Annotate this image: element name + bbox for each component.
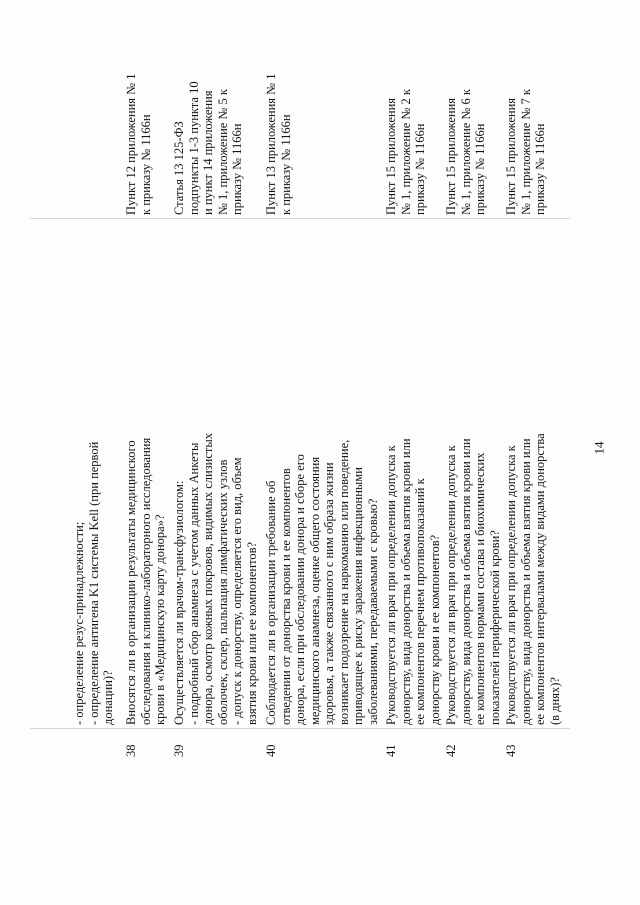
text-line: к приказу № 1166н	[138, 114, 153, 215]
column-divider	[30, 728, 570, 729]
text-line: Пункт 12 приложения № 1	[124, 73, 138, 215]
row-basis	[444, 45, 488, 215]
text-line: донорству, вида донорства и объема взятия крови или	[518, 438, 533, 725]
text-line: оболочек, склер, пальпация лимфатических узлов	[215, 459, 230, 725]
text-line: Руководствуется ли врач при определении допуска к	[504, 445, 518, 725]
text-line: ее компонентов нормами состава и биохимических	[473, 452, 487, 725]
text-line: - определение антигена K1 системы Kell (при первой	[86, 441, 101, 725]
row-question	[504, 335, 562, 725]
text-line: показателей периферической крови?	[487, 530, 502, 725]
text-line: донации)?	[101, 670, 115, 725]
row-number: 43	[504, 744, 518, 757]
text-line: подпункты 1-3 пункта 10	[186, 81, 201, 215]
row-basis	[172, 45, 245, 215]
text-line: Осуществляется ли врачом-трансфузиологом:	[172, 480, 186, 725]
text-line: - определение резус-принадлежности;	[72, 521, 86, 725]
text-line: и пункт 14 приложения	[201, 90, 215, 215]
text-line: заболеваниями, передаваемыми с кровью?	[365, 498, 380, 725]
row-number: 38	[124, 744, 138, 757]
text-line: № 1, приложение № 2 к	[398, 89, 413, 215]
text-line: донорству, вида донорства и объема взятия крови или	[458, 438, 473, 725]
text-line: к приказу № 1166н	[278, 114, 293, 215]
text-line: донора, осмотр кожных покровов, видимых слизистых	[201, 433, 215, 725]
text-line: № 1, приложение № 6 к	[458, 89, 473, 215]
text-line: - допуск к донорству, определяется его вид, объем	[230, 457, 244, 725]
text-line: крови в «Медицинскую карту донора»?	[153, 514, 167, 725]
continuation-text	[72, 335, 116, 725]
text-line: № 1, приложение № 7 к	[518, 89, 533, 215]
row-number: 42	[444, 744, 458, 757]
text-line: - подробный сбор анамнеза с учетом данных Анкеты	[186, 442, 201, 725]
row-question	[124, 335, 168, 725]
text-line: приказу № 1166н	[473, 123, 487, 215]
row-basis	[124, 45, 153, 215]
text-line: донорству крови и ее компонентов?	[427, 534, 442, 725]
text-line: приводящее к риску заражения инфекционными	[351, 467, 365, 725]
text-line: здоровья, а также связанного с ним образа жизни	[322, 462, 336, 725]
text-line: обследования и клинико-лабораторного исследования	[138, 437, 153, 725]
text-line: возникает подозрение на наркоманию или поведение,	[336, 439, 351, 725]
text-line: Вносятся ли в организации результаты медицинского	[124, 440, 138, 725]
row-basis	[384, 45, 428, 215]
row-question	[172, 335, 259, 725]
text-line: № 1, приложение № 5 к	[215, 89, 230, 215]
page-number: 14	[591, 441, 607, 455]
row-question	[264, 335, 380, 725]
text-line: приказу № 1166н	[533, 123, 547, 215]
text-line: Статья 13 125-ФЗ	[172, 121, 186, 215]
text-line: ее компонентов перечнем противопоказаний к	[413, 478, 427, 725]
row-number: 39	[172, 744, 186, 757]
row-basis	[504, 45, 548, 215]
text-line: медицинского анамнеза, оценке общего состояния	[307, 456, 322, 725]
text-line: Пункт 15 приложения	[384, 97, 398, 215]
row-number: 40	[264, 744, 278, 757]
text-line: Руководствуется ли врач при определении допуска к	[384, 445, 398, 725]
text-line: Соблюдается ли в организации требование об	[264, 480, 278, 725]
text-line: (в днях)?	[547, 677, 562, 725]
text-line: ее компонентов интервалами между видами донорства	[533, 433, 547, 725]
text-line: Пункт 13 приложения № 1	[264, 73, 278, 215]
row-number: 41	[384, 744, 398, 757]
text-line: донора, если при обследовании донора и сборе его	[293, 454, 307, 725]
text-line: приказу № 1166н	[413, 123, 427, 215]
text-line: взятия крови или ее компонентов?	[244, 541, 259, 725]
row-question	[384, 335, 442, 725]
text-line: отведении от донорства крови и ее компонентов	[278, 468, 293, 725]
row-question	[444, 335, 502, 725]
text-line: приказу № 1166н	[230, 123, 244, 215]
text-line: Руководствуется ли врач при определении допуска к	[444, 445, 458, 725]
row-basis	[264, 45, 293, 215]
text-line: Пункт 15 приложения	[444, 97, 458, 215]
text-line: донорству, вида донорства и объема взятия крови или	[398, 438, 413, 725]
text-line: Пункт 15 приложения	[504, 97, 518, 215]
column-divider	[30, 218, 570, 219]
